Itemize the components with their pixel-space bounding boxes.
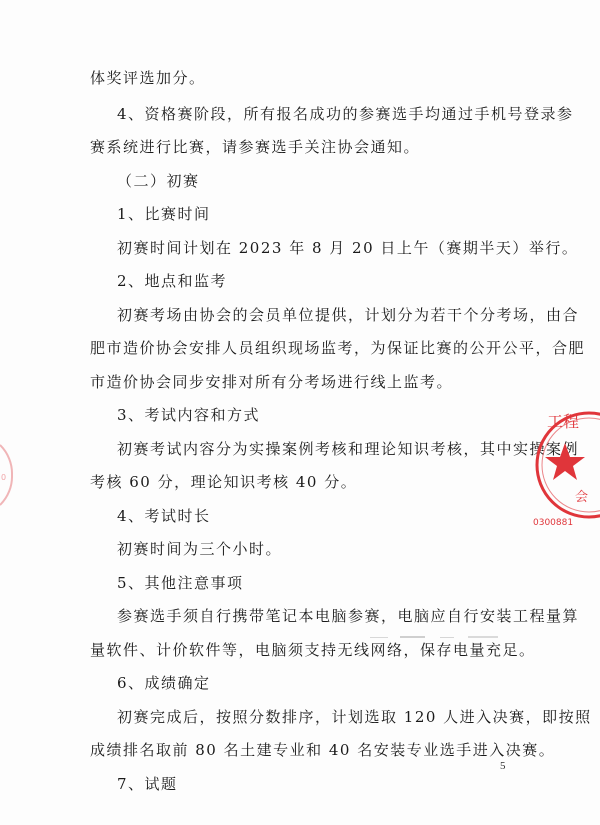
seal-code: 0300881 <box>533 518 574 528</box>
text-line-2: 4、资格赛阶段，所有报名成功的参赛选手均通过手机号登录参 <box>117 105 574 123</box>
text-line-12: 初赛考试内容分为实操案例考核和理论知识考核，其中实操案例 <box>117 440 580 458</box>
text-line-17: 参赛选手须自行携带笔记本电脑参赛，电脑应自行安装工程量算 <box>117 607 580 625</box>
page-number: 5 <box>500 760 506 772</box>
text-line-6: 初赛时间计划在 2023 年 8 月 20 日上午（赛期半天）举行。 <box>117 239 579 257</box>
left-seal-code: 0 <box>1 473 7 482</box>
text-line-10: 市造价协会同步安排对所有分考场进行线上监考。 <box>90 373 454 391</box>
text-line-20: 初赛完成后，按照分数排序，计划选取 120 人进入决赛，即按照 <box>117 708 592 726</box>
seal-text-side: 会 <box>575 490 589 505</box>
subheading-content: 3、考试内容和方式 <box>117 406 261 424</box>
official-seal <box>527 405 600 535</box>
text-line-1: 体奖评选加分。 <box>90 69 206 87</box>
text-line-18: 量软件、计价软件等，电脑须支持无线网络，保存电量充足。 <box>90 641 536 659</box>
text-line-15: 初赛时间为三个小时。 <box>117 540 283 558</box>
text-line-9: 肥市造价协会安排人员组织现场监考，为保证比赛的公开公平，合肥 <box>90 339 586 357</box>
left-seal-fragment <box>0 440 14 510</box>
text-line-3: 赛系统进行比赛，请参赛选手关注协会通知。 <box>90 138 421 156</box>
text-line-8: 初赛考场由协会的会员单位提供，计划分为若干个分考场，由合 <box>117 306 580 324</box>
seal-star-icon <box>545 443 585 480</box>
section-heading-preliminary: （二）初赛 <box>117 172 200 190</box>
faint-scan-marks <box>370 628 505 638</box>
subheading-notes: 5、其他注意事项 <box>117 574 244 592</box>
subheading-time: 1、比赛时间 <box>117 205 211 223</box>
subheading-location: 2、地点和监考 <box>117 272 228 290</box>
subheading-questions: 7、试题 <box>117 775 178 793</box>
seal-text-top: 工程 <box>547 412 580 431</box>
text-line-13: 考核 60 分，理论知识考核 40 分。 <box>90 473 358 491</box>
text-line-21: 成绩排名取前 80 名土建专业和 40 名安装专业选手进入决赛。 <box>90 741 556 759</box>
subheading-duration: 4、考试时长 <box>117 507 211 525</box>
subheading-results: 6、成绩确定 <box>117 674 211 692</box>
